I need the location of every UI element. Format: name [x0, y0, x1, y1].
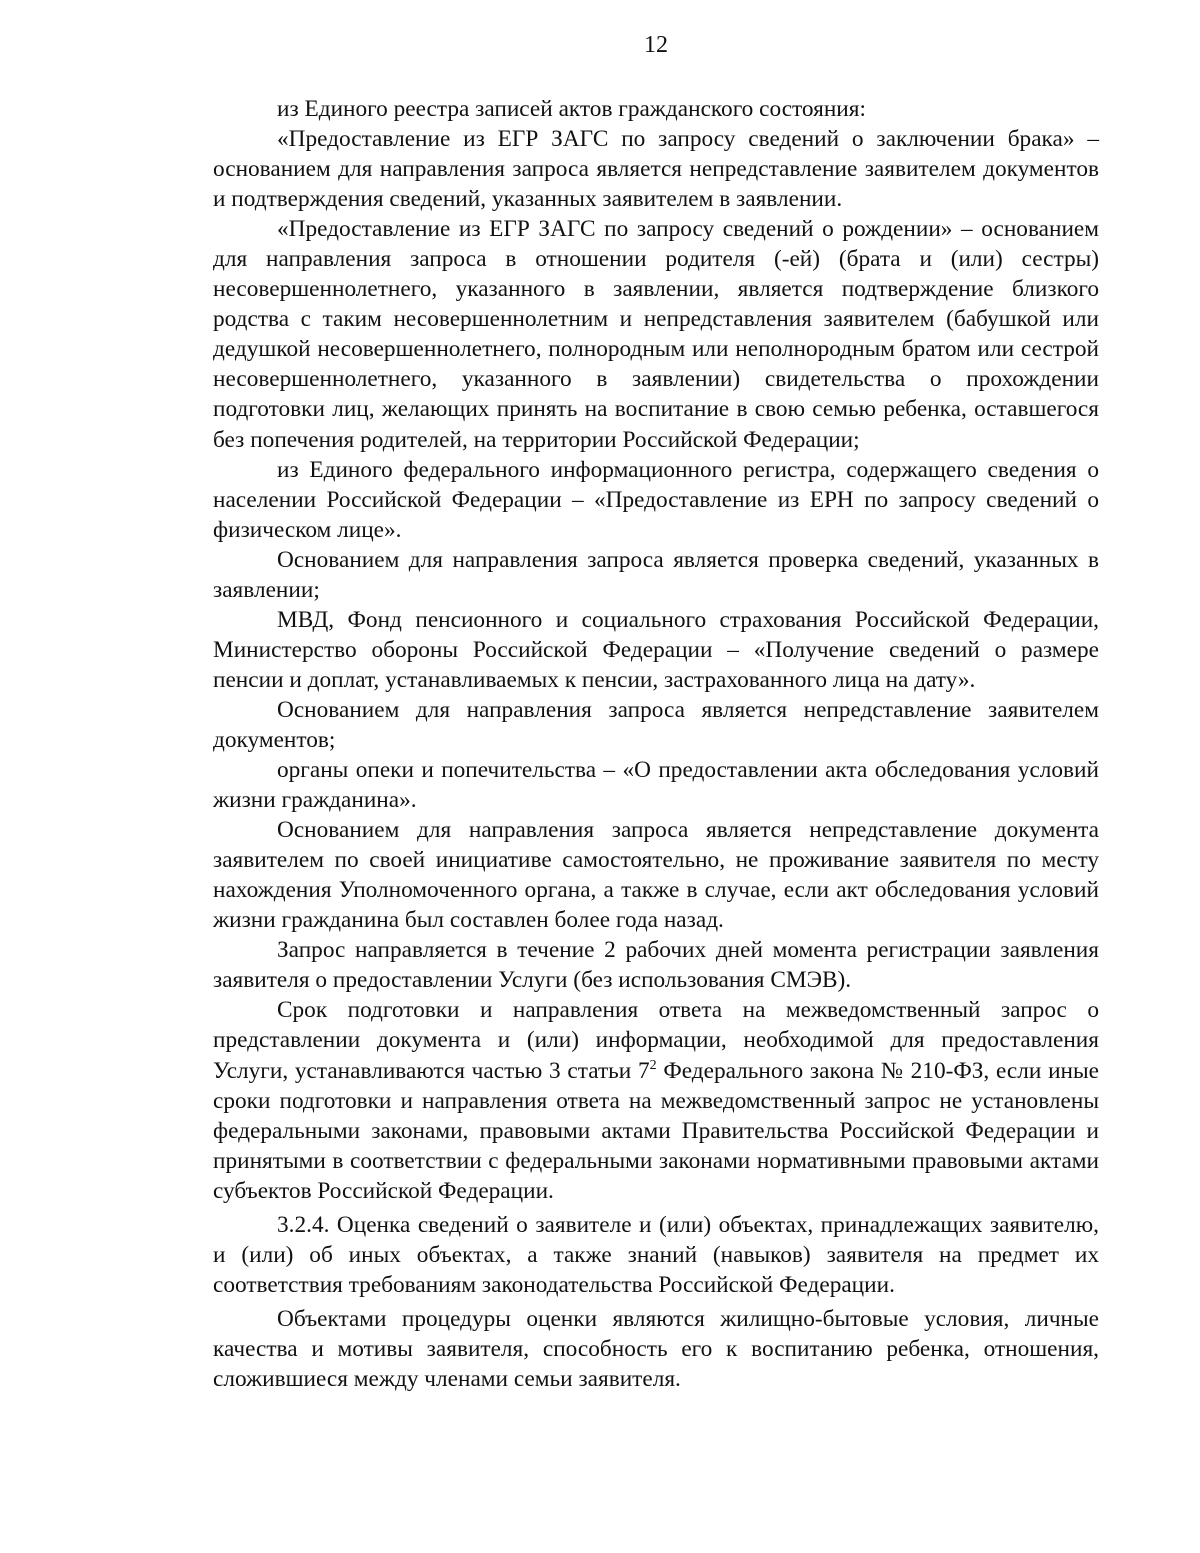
paragraph-response-term [213, 995, 1099, 1205]
page-number: 12 [644, 32, 668, 58]
article-superscript: 2 [649, 1057, 657, 1073]
paragraph-section-3-2-4: 3.2.4. Оценка сведений о заявителе и (или) объектах, принадлежащих заявителю, и (или) об иных объектах, а также знаний (навыков) заявителя на предмет их соответствия требованиям законодательства Российской Федерации. [213, 1211, 1099, 1298]
paragraph-pension-basis: Основанием для направления запроса является непредставление заявителем документов; [213, 696, 1099, 753]
paragraph-ern-basis: Основанием для направления запроса является проверка сведений, указанных в заявлении; [213, 546, 1099, 603]
paragraph-guardianship-request: органы опеки и попечительства – «О предоставлении акта обследования условий жизни гражданина». [213, 757, 1099, 814]
paragraph-request-deadline: Запрос направляется в течение 2 рабочих дней момента регистрации заявления заявителя о предоставлении Услуги (без использования СМЭВ). [213, 937, 1099, 994]
paragraph-guardianship-basis: Основанием для направления запроса является непредставление документа заявителем по своей инициативе самостоятельно, не проживание заявителя по месту нахождения Уполномоченного органа, а также в случае, если акт обследования условий жизни гражданина был составлен более года назад. [213, 817, 1099, 934]
paragraph-birth-request: «Предоставление из ЕГР ЗАГС по запросу сведений о рождении» – основанием для направления запроса в отношении родителя (-ей) (брата и (или) сестры) несовершеннолетнего, указанного в заявлении, является подтверждение близкого родства с таким несовершеннолетним и непредставления заявителем (бабушкой или дедушкой несовершеннолетнего, полнородным или неполнородным братом или сестрой несовершеннолетнего, указанного в заявлении) свидетельства о прохождении подготовки лиц, желающих принять на воспитание в свою семью ребенка, оставшегося без попечения родителей, на территории Российской Федерации; [213, 216, 1099, 453]
response-term-text-after: Федерального закона № 210-ФЗ, если иные сроки подготовки и направления ответа на межведомственный запрос не установлены федеральными законами, правовыми актами Правительства Российской Федерации и принятыми в соответствии с федеральными законами нормативными правовыми актами субъектов Российской Федерации. [213, 1057, 1099, 1204]
paragraph-assessment-objects: Объектами процедуры оценки являются жилищно-бытовые условия, личные качества и мотивы заявителя, способность его к воспитанию ребенка, отношения, сложившиеся между членами семьи заявителя. [213, 1305, 1099, 1392]
document-body [213, 94, 1099, 1394]
paragraph-egr-zags-intro: из Единого реестра записей актов гражданского состояния: [277, 96, 866, 122]
paragraph-marriage-request: «Предоставление из ЕГР ЗАГС по запросу сведений о заключении брака» – основанием для направления запроса является непредставление заявителем документов и подтверждения сведений, указанных заявителем в заявлении. [213, 126, 1099, 213]
paragraph-pension-request: МВД, Фонд пенсионного и социального страхования Российской Федерации, Министерство обороны Российской Федерации – «Получение сведений о размере пенсии и доплат, устанавливаемых к пенсии, застрахованного лица на дату». [213, 606, 1099, 693]
paragraph-ern-register: из Единого федерального информационного регистра, содержащего сведения о населении Российской Федерации – «Предоставление из ЕРН по запросу сведений о физическом лице». [213, 456, 1099, 543]
response-term-text-before: Срок подготовки и направления ответа на межведомственный запрос о представлении документа и (или) информации, необходимой для предоставления Услуги, устанавливаются частью 3 статьи 7 [213, 997, 1099, 1084]
